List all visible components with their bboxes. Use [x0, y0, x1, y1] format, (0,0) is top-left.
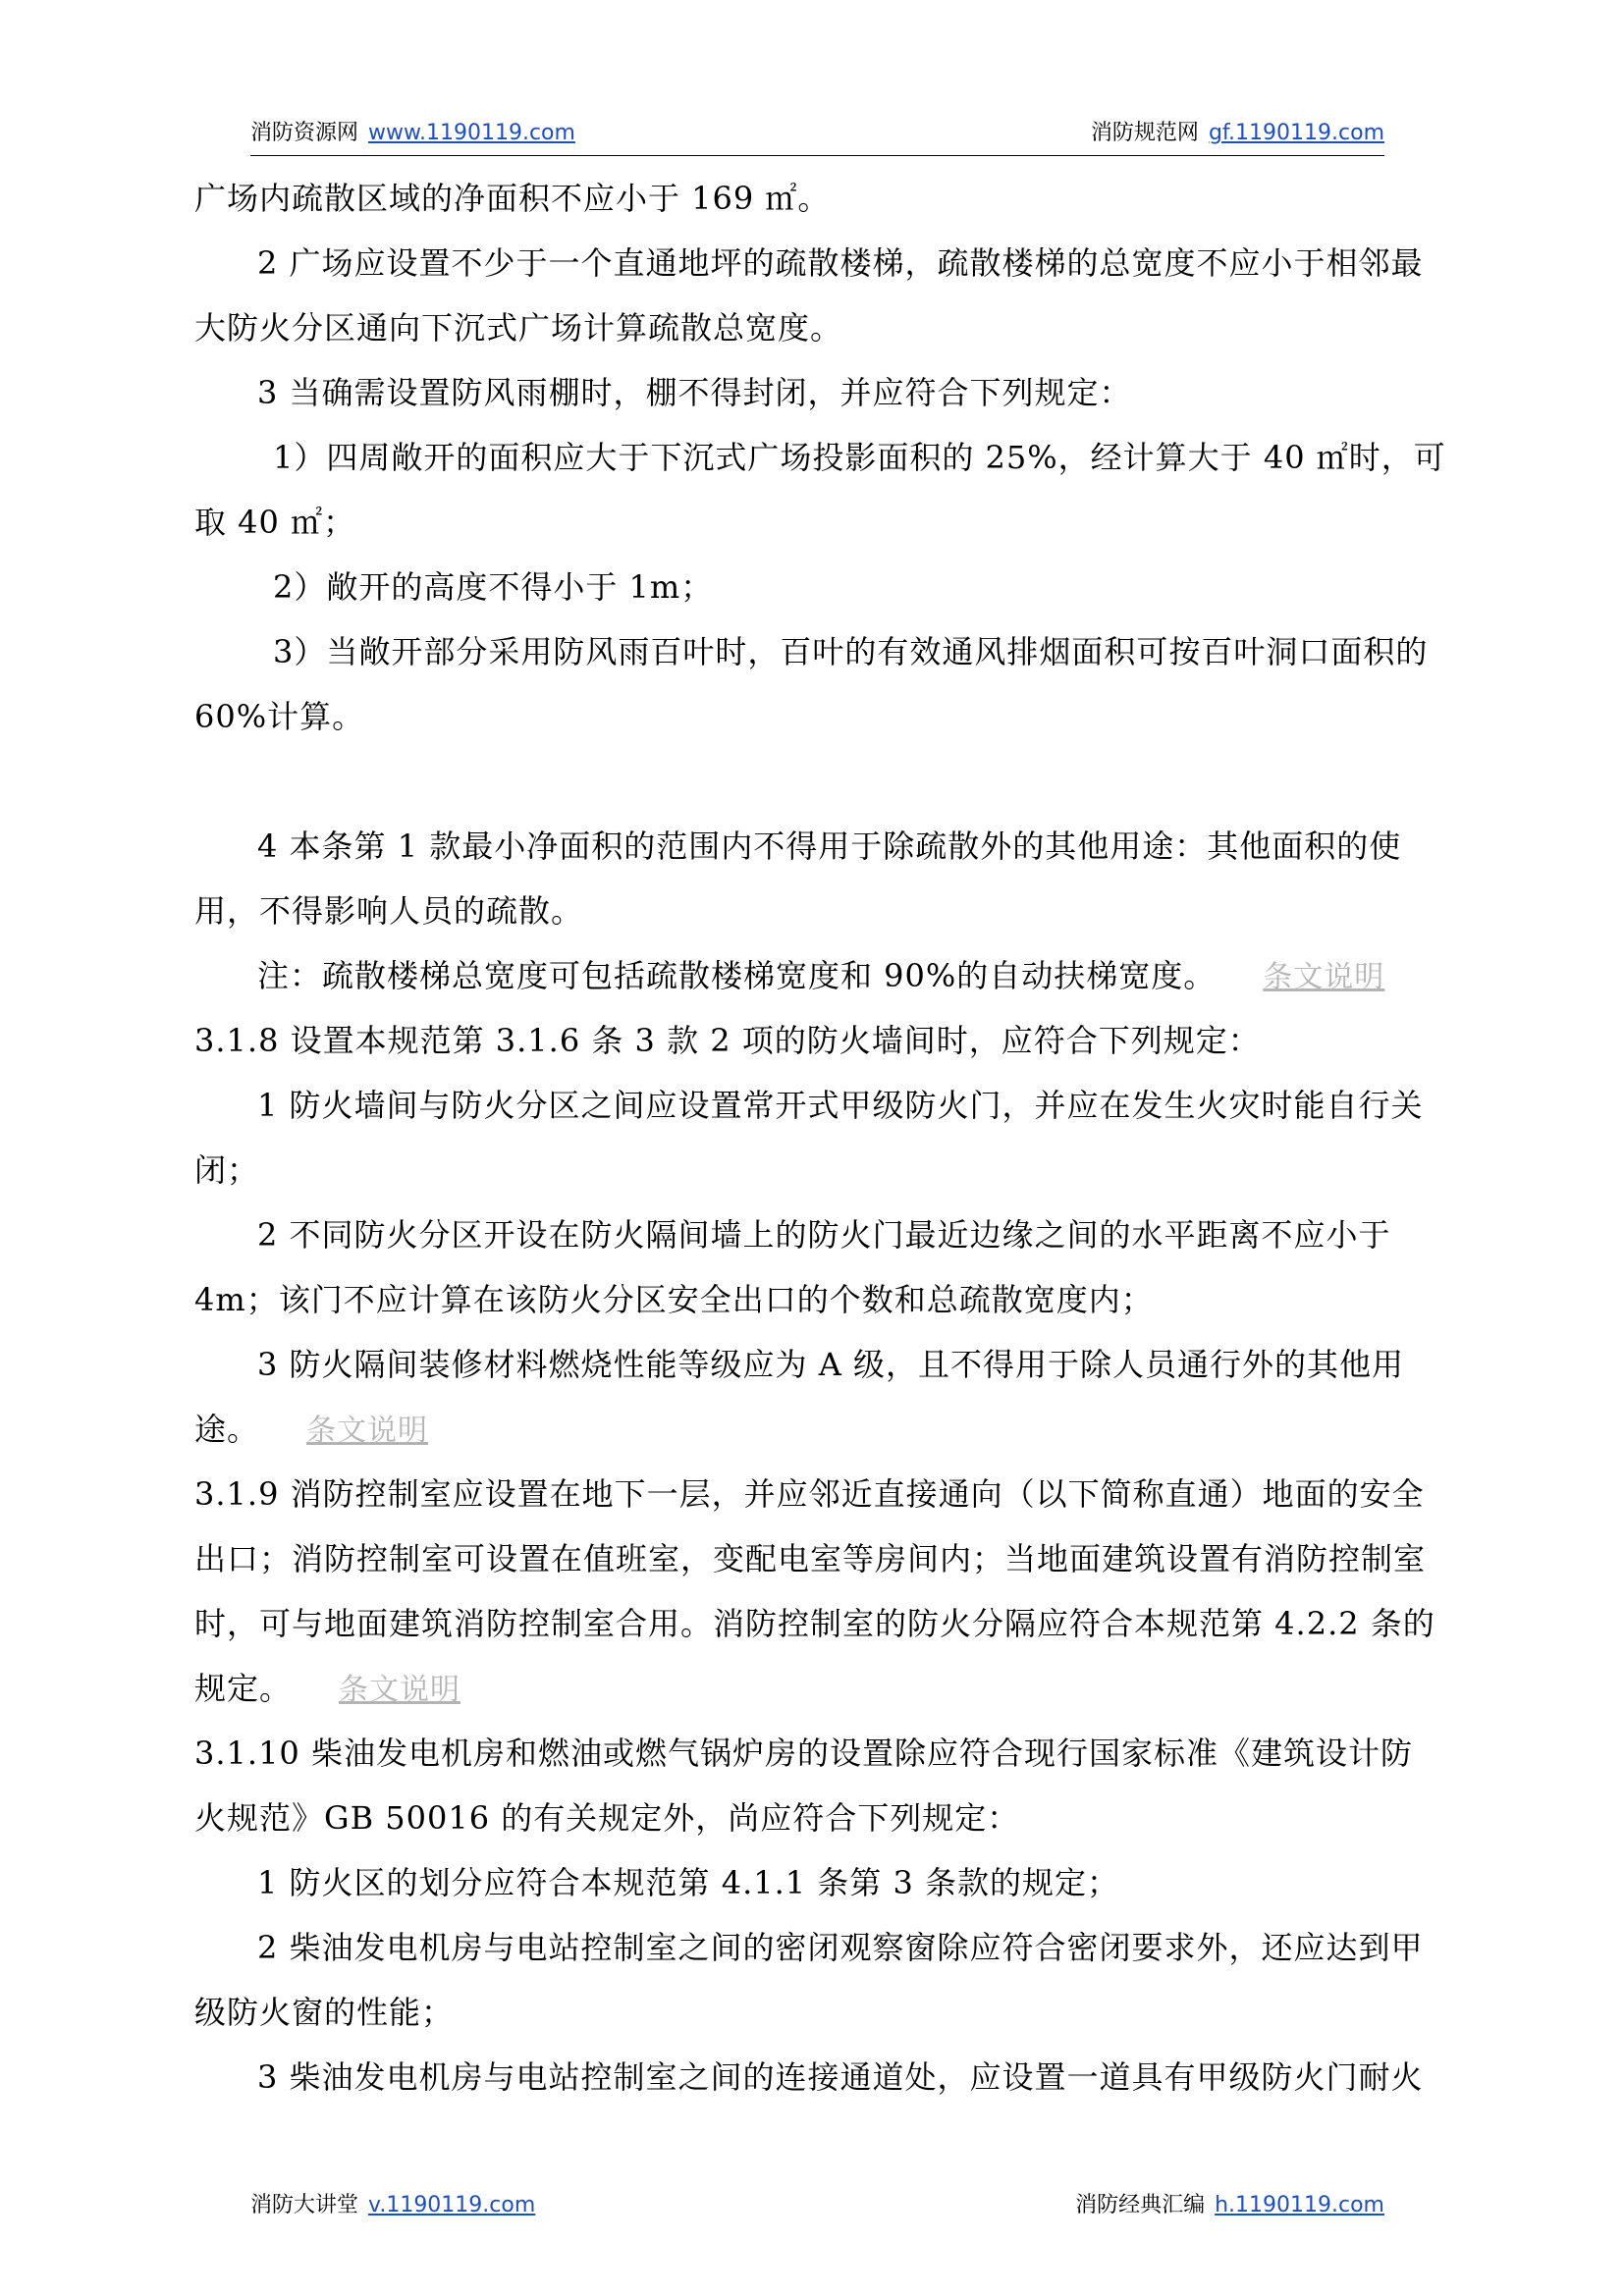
text-line: 大防火分区通向下沉式广场计算疏散总宽度。	[194, 309, 843, 347]
text-line: 取 40 ㎡；	[194, 504, 356, 541]
footer-left-name: 消防大讲堂	[250, 2193, 359, 2217]
text-line: 闭；	[194, 1151, 260, 1189]
note-line	[194, 1408, 428, 1453]
text-line: 1）四周敞开的面积应大于下沉式广场投影面积的 25%，经计算大于 40 ㎡时，可	[273, 439, 1446, 476]
text-line: 出口；消防控制室可设置在值班室，变配电室等房间内；当地面建筑设置有消防控制室	[194, 1540, 1427, 1577]
line-text: 规定。	[194, 1670, 293, 1707]
line-text: 途。	[194, 1411, 260, 1448]
text-line: 3）当敞开部分采用防风雨百叶时，百叶的有效通风排烟面积可按百叶洞口面积的	[273, 633, 1429, 670]
footer-right-site	[1075, 2188, 1384, 2218]
text-line: 用，不得影响人员的疏散。	[194, 892, 584, 930]
text-line: 60%计算。	[194, 698, 365, 735]
footer-left-link[interactable]: v.1190119.com	[368, 2193, 536, 2217]
footer-right-name: 消防经典汇编	[1075, 2193, 1206, 2217]
text-line: 广场内疏散区域的净面积不应小于 169 ㎡。	[194, 180, 831, 217]
header-right-site	[1091, 116, 1384, 146]
text-line: 3 当确需设置防风雨棚时，棚不得封闭，并应符合下列规定：	[257, 374, 1132, 411]
clause-note-link[interactable]: 条文说明	[339, 1673, 461, 1707]
text-line: 2 广场应设置不少于一个直通地坪的疏散楼梯，疏散楼梯的总宽度不应小于相邻最	[257, 244, 1424, 282]
page-header	[250, 116, 1384, 156]
clause-heading: 3.1.8 设置本规范第 3.1.6 条 3 款 2 项的防火墙间时，应符合下列规定：	[194, 1022, 1261, 1059]
header-left-link[interactable]: www.1190119.com	[368, 121, 575, 145]
text-line: 2）敞开的高度不得小于 1m；	[273, 568, 714, 606]
text-line: 4m；该门不应计算在该防火分区安全出口的个数和总疏散宽度内；	[194, 1281, 1154, 1318]
clause-note-link[interactable]: 条文说明	[1263, 960, 1385, 994]
note-text: 注：疏散楼梯总宽度可包括疏散楼梯宽度和 90%的自动扶梯宽度。	[257, 957, 1217, 994]
footer-left-site	[250, 2188, 535, 2218]
header-left-site	[250, 116, 575, 146]
text-line: 1 防火墙间与防火分区之间应设置常开式甲级防火门，并应在发生火灾时能自行关	[257, 1087, 1424, 1124]
header-right-link[interactable]: gf.1190119.com	[1208, 121, 1384, 145]
text-line: 时，可与地面建筑消防控制室合用。消防控制室的防火分隔应符合本规范第 4.2.2 条的	[194, 1605, 1435, 1642]
clause-heading: 3.1.9 消防控制室应设置在地下一层，并应邻近直接通向（以下简称直通）地面的安全	[194, 1475, 1425, 1513]
clause-note-link[interactable]: 条文说明	[306, 1414, 429, 1448]
header-left-name: 消防资源网	[250, 121, 359, 145]
note-line	[257, 954, 1384, 999]
text-line: 2 柴油发电机房与电站控制室之间的密闭观察窗除应符合密闭要求外，还应达到甲	[257, 1929, 1424, 1966]
header-right-name: 消防规范网	[1090, 121, 1199, 145]
footer-right-link[interactable]: h.1190119.com	[1215, 2193, 1384, 2217]
text-line: 级防火窗的性能；	[194, 1994, 455, 2031]
text-line: 火规范》GB 50016 的有关规定外，尚应符合下列规定：	[194, 1799, 1020, 1837]
text-line: 3 防火隔间装修材料燃烧性能等级应为 A 级，且不得用于除人员通行外的其他用	[257, 1346, 1404, 1383]
text-line: 2 不同防火分区开设在防火隔间墙上的防火门最近边缘之间的水平距离不应小于	[257, 1216, 1391, 1254]
text-line: 1 防火区的划分应符合本规范第 4.1.1 条第 3 条款的规定；	[257, 1864, 1120, 1901]
note-line	[194, 1667, 460, 1712]
page-footer	[250, 2188, 1384, 2227]
text-line: 3 柴油发电机房与电站控制室之间的连接通道处，应设置一道具有甲级防火门耐火	[257, 2058, 1424, 2096]
clause-heading: 3.1.10 柴油发电机房和燃油或燃气锅炉房的设置除应符合现行国家标准《建筑设计防	[194, 1735, 1413, 1772]
text-line: 4 本条第 1 款最小净面积的范围内不得用于除疏散外的其他用途：其他面积的使	[257, 828, 1402, 865]
